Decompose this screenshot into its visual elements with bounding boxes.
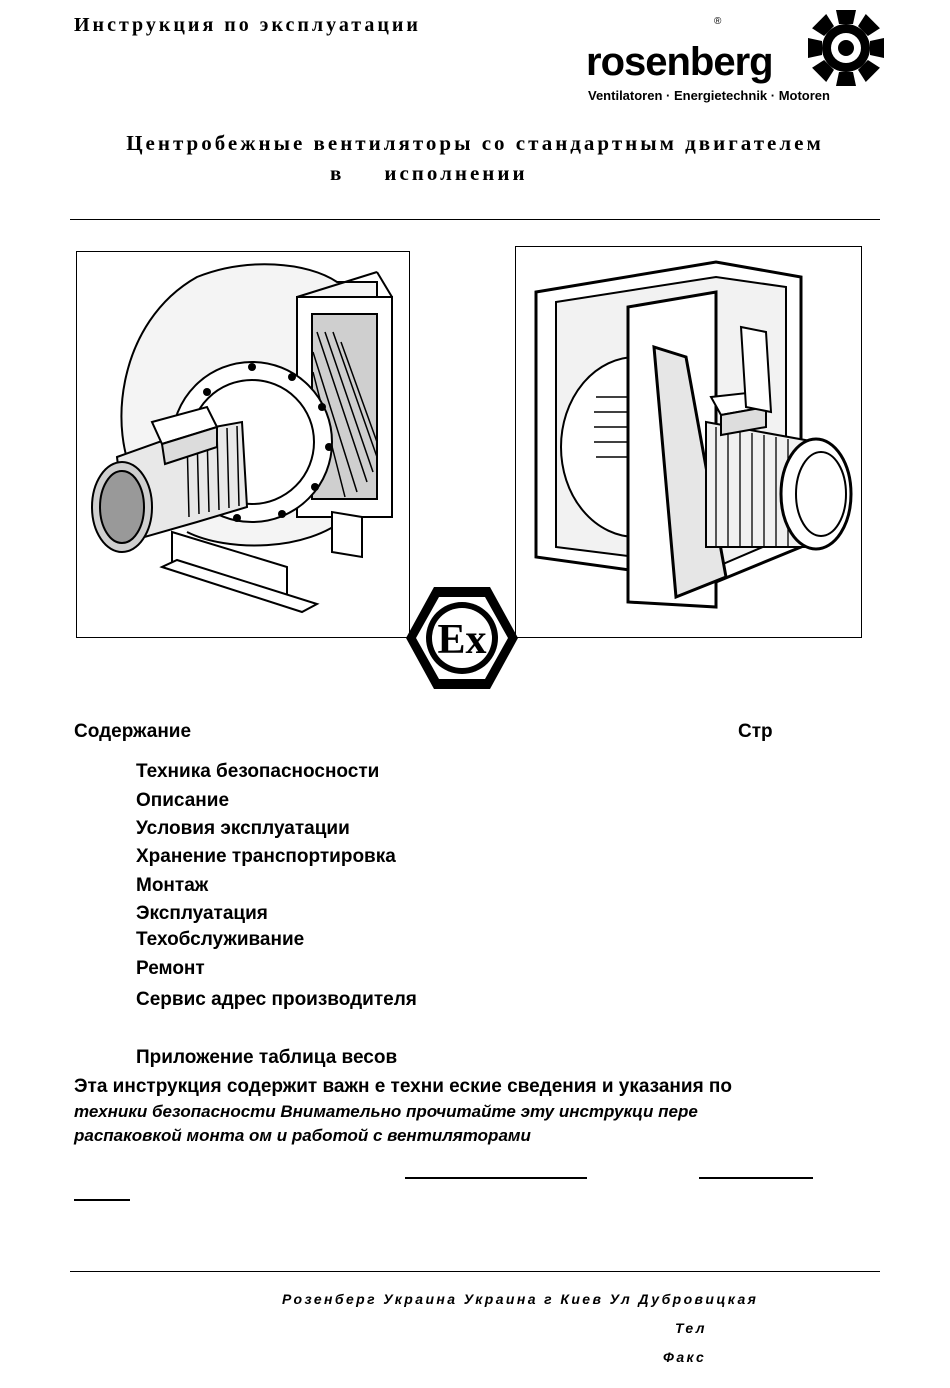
bottom-divider (70, 1271, 880, 1272)
blank-underline-2 (699, 1177, 813, 1179)
contents-item-maintenance: Техобслуживание (136, 929, 305, 950)
blank-underline-3 (74, 1199, 130, 1201)
logo-brand-name: rosenberg (586, 40, 773, 84)
contents-item-operation: Эксплуатация (136, 903, 268, 924)
notice-line1: Эта инструкция содержит важн е техни еские сведения и указания по (74, 1076, 733, 1097)
centrifugal-fan-illustration-left (76, 251, 410, 638)
contents-page-heading: Стр (738, 721, 773, 742)
centrifugal-fan-illustration-right (515, 246, 862, 638)
notice-line2: техники безопасности Внимательно прочитайте эту инструкци пере (74, 1102, 698, 1121)
top-divider (70, 219, 880, 220)
title-line2-part2: исполнении (384, 161, 528, 185)
logo-tagline: Ventilatoren · Energietechnik · Motoren (588, 88, 830, 103)
document-title-line2 (330, 161, 528, 186)
rosenberg-logo (586, 8, 886, 108)
notice-line3: распаковкой монта ом и работой с вентиляторами (74, 1126, 531, 1145)
fan-drawing-left-icon (77, 252, 409, 637)
ex-explosion-proof-icon (404, 583, 520, 693)
ex-label: Ex (437, 617, 487, 663)
contents-heading: Содержание (74, 721, 192, 742)
contents-item-storage-transport: Хранение транспортировка (136, 846, 396, 867)
fan-wheel-logo-icon (806, 8, 886, 88)
document-type-header: Инструкция по эксплуатации (74, 14, 421, 36)
contents-item-appendix-weights: Приложение таблица весов (136, 1047, 398, 1068)
contents-item-installation: Монтаж (136, 875, 209, 896)
footer-address: Розенберг Украина Украина г Киев Ул Дубровицкая (282, 1291, 759, 1307)
contents-item-service-address: Сервис адрес производителя (136, 989, 417, 1010)
blank-underline-1 (405, 1177, 587, 1179)
footer-fax-label: Факс (663, 1349, 707, 1365)
fan-drawing-right-icon (516, 247, 861, 637)
document-title-line1: Центробежные вентиляторы со стандартным двигателем (126, 131, 824, 155)
contents-item-repair: Ремонт (136, 958, 205, 979)
logo-registered-mark: ® (714, 16, 722, 27)
footer-phone-label: Тел (675, 1320, 707, 1336)
contents-item-operating-conditions: Условия эксплуатации (136, 818, 350, 839)
contents-item-description: Описание (136, 790, 230, 811)
title-line2-part1: в (330, 161, 345, 185)
contents-item-safety: Техника безопасносности (136, 761, 380, 782)
